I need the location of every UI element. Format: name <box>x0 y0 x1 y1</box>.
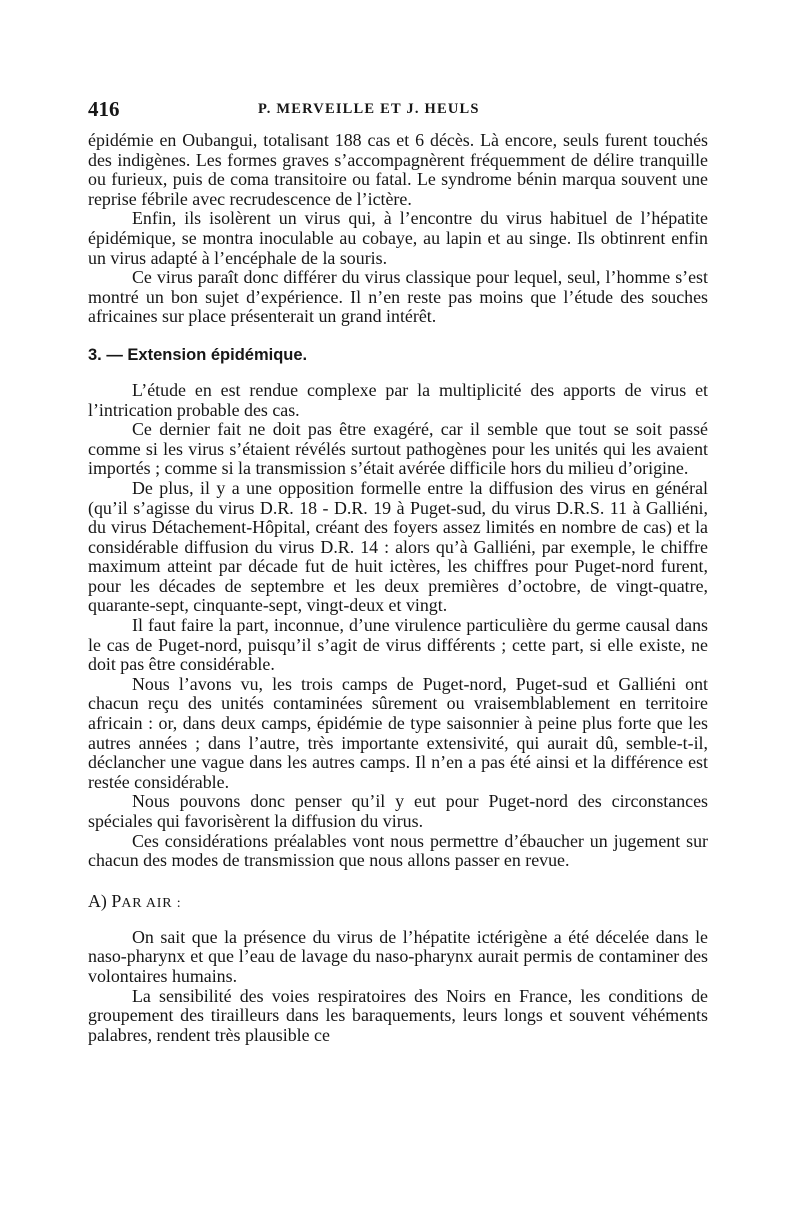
running-head: P. MERVEILLE ET J. HEULS <box>258 101 480 117</box>
paragraph: épidémie en Oubangui, totalisant 188 cas et 6 décès. Là encore, seuls furent touchés des indigènes. Les formes graves s’accompagnèrent fréquemment de délire tranquille ou furieux, puis de coma transitoire ou fatal. Le syndrome bénin marqua souvent une reprise fébrile avec recrudescence de l’ictère. <box>88 130 708 209</box>
paragraph: La sensibilité des voies respiratoires des Noirs en France, les conditions de groupement des tirailleurs dans les baraquements, leurs longs et souvent véhéments palabres, rendent très plausible ce <box>88 985 708 1045</box>
paragraph: De plus, il y a une opposition formelle entre la diffusion des virus en général (qu’il s’agisse du virus D.R. 18 - D.R. 19 à Puget-sud, du virus D.R.S. 11 à Galliéni, du virus Détachement-Hôpital, créant des foyers assez limités en nombre de cas) et la considérable diffusion du virus D.R. 14 : alors qu’à Galliéni, par exemple, le chiffre maximum atteint par décade fut de huit ictères, les chiffres pour Puget-nord furent, pour les décades de septembre et les deux premières d’octobre, de vingt-quatre, quarante-sept, cinquante-sept, vingt-deux et vingt. <box>88 477 708 616</box>
subheading-small-caps: AR AIR : <box>121 895 182 911</box>
subsection-heading <box>88 891 708 914</box>
page-number: 416 <box>88 97 120 121</box>
page-body <box>88 131 708 1045</box>
subheading-prefix: A) <box>88 890 112 911</box>
paragraph: Ce virus paraît donc différer du virus classique pour lequel, seul, l’homme s’est montré un bon sujet d’expérience. Il n’en reste pas moins que l’étude des souches africaines sur place présenterait un grand intérêt. <box>88 267 708 327</box>
paragraph: Nous pouvons donc penser qu’il y eut pour Puget-nord des circonstances spéciales qui favorisèrent la diffusion du virus. <box>88 791 708 831</box>
paragraph: Ce dernier fait ne doit pas être exagéré, car il semble que tout se soit passé comme si les virus s’étaient révélés surtout pathogènes pour les unités qui les avaient importés ; comme si la transmission s’était avérée difficile hors du milieu d’origine. <box>88 419 708 479</box>
section-heading: 3. — Extension épidémique. <box>88 345 308 364</box>
paragraph: Enfin, ils isolèrent un virus qui, à l’encontre du virus habituel de l’hépatite épidémique, se montra inoculable au cobaye, au lapin et au singe. Ils obtinrent enfin un virus adapté à l’encéphale de la souris. <box>88 208 708 268</box>
paragraph: Il faut faire la part, inconnue, d’une virulence particulière du germe causal dans le cas de Puget-nord, puisqu’il s’agit de virus différents ; cette part, si elle existe, ne doit pas être considérable. <box>88 615 708 675</box>
subheading-initial: P <box>111 890 122 911</box>
paragraph: Ces considérations préalables vont nous permettre d’ébaucher un jugement sur chacun des modes de transmission que nous allons passer en revue. <box>88 830 708 871</box>
paragraph: L’étude en est rendue complexe par la multiplicité des apports de virus et l’intrication probable des cas. <box>88 379 708 420</box>
paragraph: On sait que la présence du virus de l’hépatite ictérigène a été décelée dans le naso-pharynx et que l’eau de lavage du naso-pharynx aurait permis de contaminer des volontaires humains. <box>88 926 708 986</box>
paragraph: Nous l’avons vu, les trois camps de Puget-nord, Puget-sud et Galliéni ont chacun reçu des unités contaminées sûrement ou vraisemblablement en territoire africain : or, dans deux camps, épidémie de type saisonnier à peine plus forte que les autres années ; dans l’autre, très importante extensivité, qui aurait dû, semble-t-il, déclancher une vague dans les autres camps. Il n’en a pas été ainsi et la différence est restée considérable. <box>88 673 708 792</box>
page-header <box>88 97 708 123</box>
